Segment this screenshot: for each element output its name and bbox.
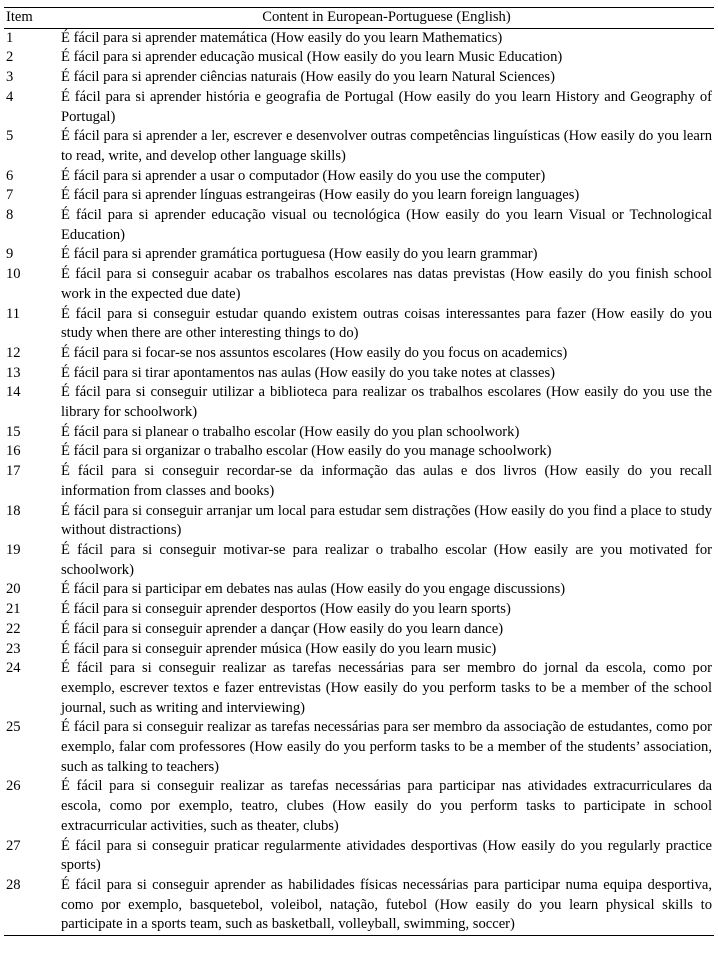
item-content: É fácil para si aprender matemática (How easily do you learn Mathematics) [61, 29, 503, 46]
table-row [4, 68, 714, 88]
item-content: É fácil para si conseguir realizar as tarefas necessárias para ser membro do jornal da escola, como por exemplo, escrever textos e fazer entrevistas (How easily do you perform tasks to be a member of the school journal, such as writing and interviewing) [61, 660, 712, 716]
item-number: 2 [6, 49, 14, 66]
table-row [4, 620, 714, 640]
table-row [4, 423, 714, 443]
item-number: 22 [6, 620, 21, 637]
item-content: É fácil para si aprender línguas estrangeiras (How easily do you learn foreign languages) [61, 187, 580, 204]
table-row [4, 364, 714, 384]
item-number: 11 [6, 305, 21, 322]
table-row [4, 541, 714, 580]
item-number: 14 [6, 384, 21, 401]
item-number: 10 [6, 266, 21, 283]
table-row [4, 265, 714, 304]
item-number: 28 [6, 876, 21, 893]
item-content: É fácil para si conseguir utilizar a biblioteca para realizar os trabalhos escolares (How easily do you use the library for schoolwork) [61, 384, 712, 421]
table-row [4, 344, 714, 364]
item-content: É fácil para si aprender gramática portuguesa (How easily do you learn grammar) [61, 246, 538, 263]
item-content: É fácil para si tirar apontamentos nas aulas (How easily do you take notes at classes) [61, 364, 555, 381]
item-number: 19 [6, 541, 21, 558]
item-number: 5 [6, 128, 14, 145]
table-row [4, 245, 714, 265]
table-row [4, 718, 714, 777]
table-row [4, 502, 714, 541]
item-number: 12 [6, 344, 21, 361]
item-content: É fácil para si conseguir praticar regularmente atividades desportivas (How easily do you regularly practice sports) [61, 837, 712, 874]
item-content: É fácil para si conseguir recordar-se da informação das aulas e dos livros (How easily do you recall information from classes and books) [61, 463, 712, 499]
item-content: É fácil para si conseguir aprender música (How easily do you learn music) [61, 640, 497, 657]
item-number: 20 [6, 581, 21, 598]
table-row [4, 837, 714, 876]
item-number: 3 [6, 69, 14, 86]
table-row [4, 462, 714, 501]
item-content: É fácil para si aprender a ler, escrever e desenvolver outras competências linguísticas (How easily do you learn to read, write, and develop other language skills) [61, 128, 712, 164]
header-content: Content in European-Portuguese (English) [262, 9, 511, 25]
table-row [4, 29, 714, 49]
item-content: É fácil para si organizar o trabalho escolar (How easily do you manage schoolwork) [61, 443, 552, 460]
table-row [4, 600, 714, 620]
item-content: É fácil para si aprender a usar o computador (How easily do you use the computer) [61, 167, 546, 184]
items-table [4, 7, 714, 936]
table-row [4, 442, 714, 462]
item-number: 8 [6, 207, 14, 224]
item-number: 17 [6, 463, 21, 480]
item-content: É fácil para si aprender educação musical (How easily do you learn Music Education) [61, 49, 563, 66]
item-content: É fácil para si participar em debates nas aulas (How easily do you engage discussions) [61, 581, 566, 598]
item-content: É fácil para si conseguir acabar os trabalhos escolares nas datas previstas (How easily do you finish school work in the expected due date) [61, 266, 712, 302]
item-content: É fácil para si aprender ciências naturais (How easily do you learn Natural Sciences) [61, 69, 555, 86]
item-number: 23 [6, 640, 21, 657]
item-number: 21 [6, 601, 21, 618]
table-row [4, 167, 714, 187]
table-row [4, 206, 714, 245]
table-row [4, 659, 714, 718]
header-item: Item [6, 9, 33, 25]
item-number: 26 [6, 778, 21, 795]
table-row [4, 186, 714, 206]
table-row [4, 127, 714, 166]
item-content: É fácil para si conseguir aprender a dançar (How easily do you learn dance) [61, 620, 504, 637]
table-row [4, 48, 714, 68]
item-number: 24 [6, 660, 21, 677]
item-number: 15 [6, 423, 21, 440]
item-content: É fácil para si conseguir arranjar um local para estudar sem distrações (How easily do you find a place to study without distractions) [61, 502, 712, 539]
item-content: É fácil para si focar-se nos assuntos escolares (How easily do you focus on academics) [61, 344, 568, 361]
item-content: É fácil para si conseguir aprender desportos (How easily do you learn sports) [61, 601, 511, 618]
item-content: É fácil para si conseguir realizar as tarefas necessárias para participar nas atividades extracurriculares da escola, como por exemplo, teatro, clubes (How easily do you perform tasks to participate in school extracurricular activities, such as theater, clubs) [61, 778, 712, 834]
item-number: 13 [6, 364, 21, 381]
item-number: 27 [6, 837, 21, 854]
table-row [4, 777, 714, 836]
item-number: 6 [6, 167, 14, 184]
item-number: 9 [6, 246, 14, 263]
item-number: 7 [6, 187, 14, 204]
item-content: É fácil para si aprender educação visual ou tecnológica (How easily do you learn Visual or Technological Education) [61, 207, 712, 243]
table-row [4, 383, 714, 422]
item-number: 1 [6, 29, 14, 46]
item-content: É fácil para si conseguir estudar quando existem outras coisas interessantes para fazer (How easily do you study when there are other interesting things to do) [61, 305, 712, 342]
table-row [4, 88, 714, 127]
table-row [4, 640, 714, 660]
table-row [4, 876, 714, 936]
table-body [4, 29, 714, 936]
item-content: É fácil para si conseguir motivar-se para realizar o trabalho escolar (How easily are you motivated for schoolwork) [61, 541, 712, 578]
item-content: É fácil para si conseguir realizar as tarefas necessárias para ser membro da associação de estudantes, como por exemplo, falar com professores (How easily do you perform tasks to be a member of the students’ association, such as talking to teachers) [61, 719, 712, 775]
item-content: É fácil para si conseguir aprender as habilidades físicas necessárias para participar numa equipa desportiva, como por exemplo, basquetebol, voleibol, natação, futebol (How easily do you learn physical skills to participate in a sports team, such as basketball, volleyball, swimming, soccer) [61, 876, 712, 933]
table-row [4, 305, 714, 344]
item-number: 18 [6, 502, 21, 519]
item-content: É fácil para si planear o trabalho escolar (How easily do you plan schoolwork) [61, 423, 520, 440]
item-number: 16 [6, 443, 21, 460]
item-number: 4 [6, 88, 14, 105]
table-header [4, 7, 714, 29]
item-number: 25 [6, 719, 21, 736]
table-row [4, 580, 714, 600]
item-content: É fácil para si aprender história e geografia de Portugal (How easily do you learn History and Geography of Portugal) [61, 88, 712, 125]
